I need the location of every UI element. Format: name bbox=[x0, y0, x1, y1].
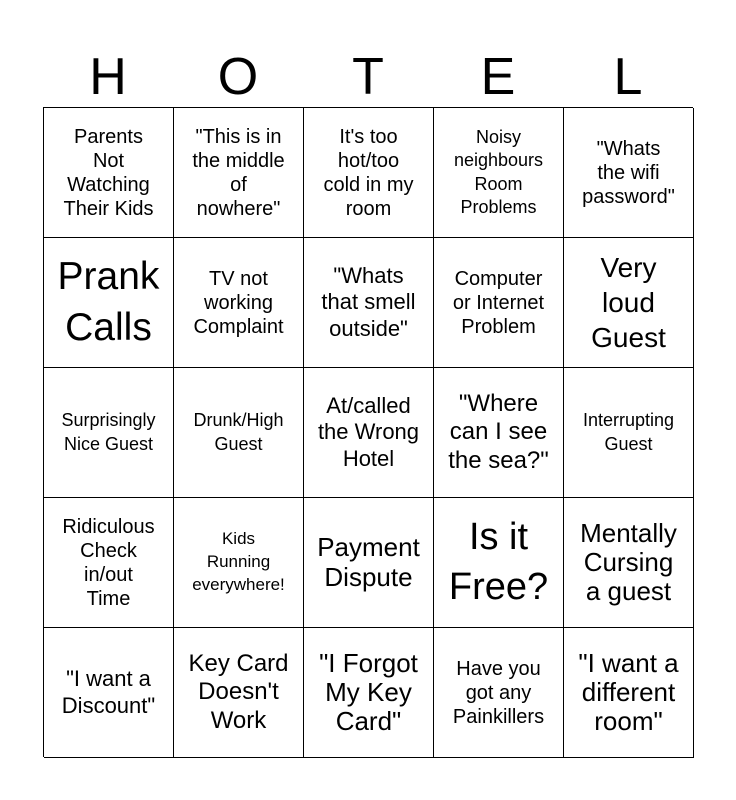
bingo-cell[interactable]: It's too hot/too cold in my room bbox=[304, 108, 434, 238]
title-letter: H bbox=[89, 48, 127, 106]
bingo-cell[interactable]: Surprisingly Nice Guest bbox=[44, 368, 174, 498]
title-letter: O bbox=[217, 48, 259, 106]
title-letter: T bbox=[352, 48, 384, 106]
bingo-cell[interactable]: "Where can I see the sea?" bbox=[434, 368, 564, 498]
bingo-cell[interactable]: "I Forgot My Key Card" bbox=[304, 628, 434, 758]
bingo-cell[interactable]: Interrupting Guest bbox=[564, 368, 694, 498]
bingo-cell[interactable]: Is it Free? bbox=[434, 498, 564, 628]
title-letter: E bbox=[480, 48, 516, 106]
bingo-cell[interactable]: Computer or Internet Problem bbox=[434, 238, 564, 368]
bingo-cell[interactable]: Payment Dispute bbox=[304, 498, 434, 628]
bingo-cell[interactable]: Kids Running everywhere! bbox=[174, 498, 304, 628]
bingo-cell[interactable]: At/called the Wrong Hotel bbox=[304, 368, 434, 498]
bingo-cell[interactable]: Parents Not Watching Their Kids bbox=[44, 108, 174, 238]
bingo-cell[interactable]: Ridiculous Check in/out Time bbox=[44, 498, 174, 628]
bingo-cell[interactable]: "I want a Discount" bbox=[44, 628, 174, 758]
bingo-cell[interactable]: TV not working Complaint bbox=[174, 238, 304, 368]
bingo-cell[interactable]: "Whats that smell outside" bbox=[304, 238, 434, 368]
bingo-cell[interactable]: Key Card Doesn't Work bbox=[174, 628, 304, 758]
bingo-cell[interactable]: Very loud Guest bbox=[564, 238, 694, 368]
bingo-cell[interactable]: Mentally Cursing a guest bbox=[564, 498, 694, 628]
bingo-cell[interactable]: "Whats the wifi password" bbox=[564, 108, 694, 238]
title-letter: L bbox=[613, 48, 643, 106]
bingo-title bbox=[43, 46, 693, 108]
bingo-cell[interactable]: "This is in the middle of nowhere" bbox=[174, 108, 304, 238]
bingo-cell[interactable]: "I want a different room" bbox=[564, 628, 694, 758]
bingo-cell[interactable]: Drunk/High Guest bbox=[174, 368, 304, 498]
bingo-card-grid bbox=[43, 107, 693, 757]
bingo-cell[interactable]: Have you got any Painkillers bbox=[434, 628, 564, 758]
bingo-cell[interactable]: Noisy neighbours Room Problems bbox=[434, 108, 564, 238]
bingo-cell[interactable]: Prank Calls bbox=[44, 238, 174, 368]
